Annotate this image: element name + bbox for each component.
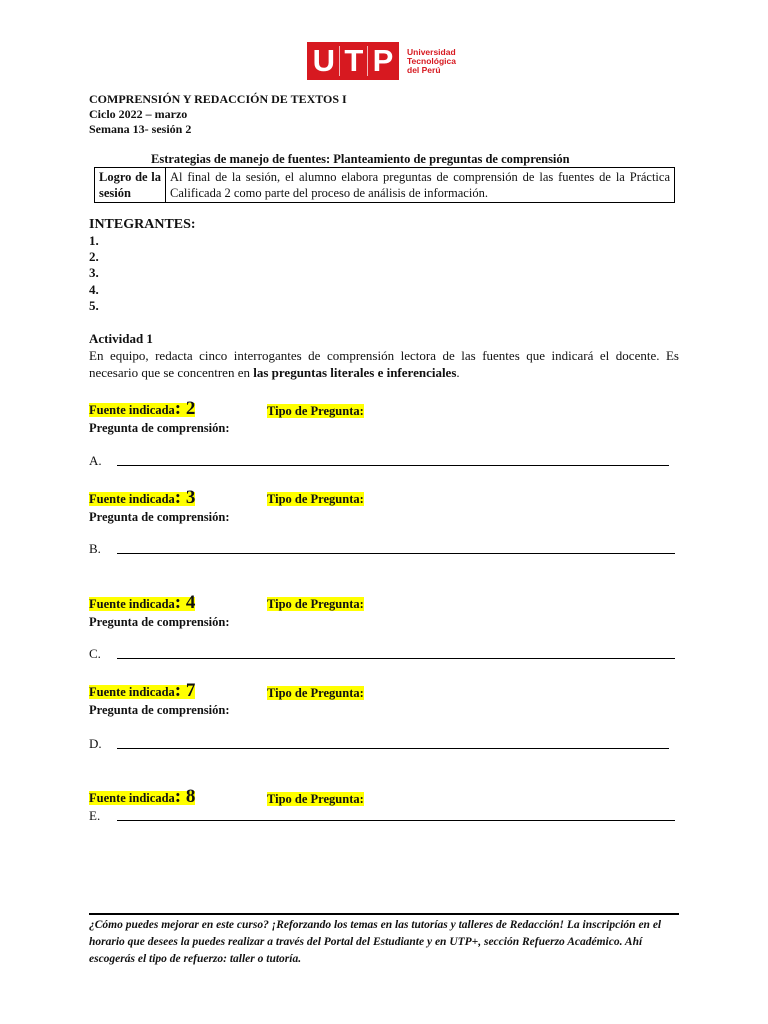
tipo-pregunta-label <box>267 492 364 507</box>
logro-text: Al final de la sesión, el alumno elabora preguntas de comprensión de las fuentes de la Práctica Calificada 2 como parte del proceso de análisis de información. <box>166 168 675 203</box>
tipo-pregunta-label <box>267 404 364 419</box>
fuente-text: Fuente indicada <box>89 597 175 611</box>
integrante-number: 2. <box>89 249 99 264</box>
fuente-text: Fuente indicada <box>89 685 175 699</box>
logo-letter-u: U <box>312 43 335 78</box>
fuente-number: : 8 <box>174 786 196 807</box>
logro-table <box>94 167 675 203</box>
blank-line[interactable] <box>117 465 669 466</box>
answer-line-d[interactable] <box>89 736 669 752</box>
logro-label: Logro de la sesión <box>95 168 166 203</box>
activity-text-bold: las preguntas literales e inferenciales <box>253 365 457 380</box>
utp-logo <box>307 42 456 80</box>
pregunta-label: Pregunta de comprensión: <box>89 703 230 717</box>
fuente-label <box>89 592 195 614</box>
answer-line-e[interactable] <box>89 808 675 824</box>
fuente-number: : 3 <box>174 487 196 508</box>
tipo-text: Tipo de Pregunta: <box>267 792 364 806</box>
answer-letter: E. <box>89 808 101 823</box>
tipo-text: Tipo de Pregunta: <box>267 686 364 700</box>
logo-text-line: del Perú <box>407 64 441 75</box>
week-session: Semana 13- sesión 2 <box>89 122 192 136</box>
answer-letter: D. <box>89 736 102 751</box>
footer-divider <box>89 913 679 915</box>
answer-line-b[interactable] <box>89 541 675 557</box>
fuente-text: Fuente indicada <box>89 492 175 506</box>
logo-text-line: Universidad <box>407 46 456 57</box>
course-name: COMPRENSIÓN Y REDACCIÓN DE TEXTOS I <box>89 92 347 106</box>
footer-note: ¿Cómo puedes mejorar en este curso? ¡Reforzando los temas en las tutorías y talleres de Redacción! La inscripción en el horario que desees la puedes realizar a través del Portal del Estudiante y en UTP+, sección Refuerzo Académico. Ahí escogerás el tipo de refuerzo: taller o tutoría. <box>89 919 662 965</box>
blank-line[interactable] <box>117 553 675 554</box>
blank-line[interactable] <box>117 748 669 749</box>
integrante-number: 1. <box>89 233 99 248</box>
blank-line[interactable] <box>117 820 675 821</box>
logo-separator <box>339 46 340 76</box>
fuente-label <box>89 680 195 702</box>
tipo-text: Tipo de Pregunta: <box>267 492 364 506</box>
tipo-text: Tipo de Pregunta: <box>267 404 364 418</box>
pregunta-label: Pregunta de comprensión: <box>89 615 230 629</box>
integrante-number: 4. <box>89 282 99 297</box>
logo-letter-t: T <box>344 43 364 78</box>
integrante-number: 3. <box>89 265 99 280</box>
fuente-text: Fuente indicada <box>89 403 175 417</box>
tipo-pregunta-label <box>267 686 364 701</box>
fuente-number: : 7 <box>174 680 196 701</box>
logo-separator <box>367 46 368 76</box>
utp-logo-mark <box>307 42 399 80</box>
integrantes-heading: INTEGRANTES: <box>89 217 196 232</box>
blank-line[interactable] <box>117 658 675 659</box>
utp-logo-text <box>407 48 456 75</box>
document-title: Estrategias de manejo de fuentes: Planteamiento de preguntas de comprensión <box>151 152 570 166</box>
activity-title: Actividad 1 <box>89 331 153 346</box>
activity-text: En equipo, redacta cinco interrogantes de comprensión lectora de las fuentes que indicará el docente. Es necesario que se concentren en <box>89 348 679 380</box>
fuente-text: Fuente indicada <box>89 791 175 805</box>
answer-line-c[interactable] <box>89 646 675 662</box>
answer-letter: C. <box>89 646 101 661</box>
activity-text-end: . <box>456 365 460 380</box>
cycle: Ciclo 2022 – marzo <box>89 107 188 121</box>
integrante-number: 5. <box>89 298 99 313</box>
fuente-number: : 4 <box>174 592 196 613</box>
answer-letter: B. <box>89 541 101 556</box>
fuente-number: : 2 <box>174 398 196 419</box>
fuente-label <box>89 398 195 420</box>
logo-text-line: Tecnológica <box>407 55 456 66</box>
pregunta-label: Pregunta de comprensión: <box>89 510 230 524</box>
answer-letter: A. <box>89 453 102 468</box>
logo-letter-p: P <box>372 43 394 78</box>
tipo-pregunta-label <box>267 792 364 807</box>
tipo-text: Tipo de Pregunta: <box>267 597 364 611</box>
answer-line-a[interactable] <box>89 453 669 469</box>
pregunta-label: Pregunta de comprensión: <box>89 421 230 435</box>
fuente-label <box>89 786 195 808</box>
tipo-pregunta-label <box>267 597 364 612</box>
activity-instructions <box>89 347 679 381</box>
fuente-label <box>89 487 195 509</box>
